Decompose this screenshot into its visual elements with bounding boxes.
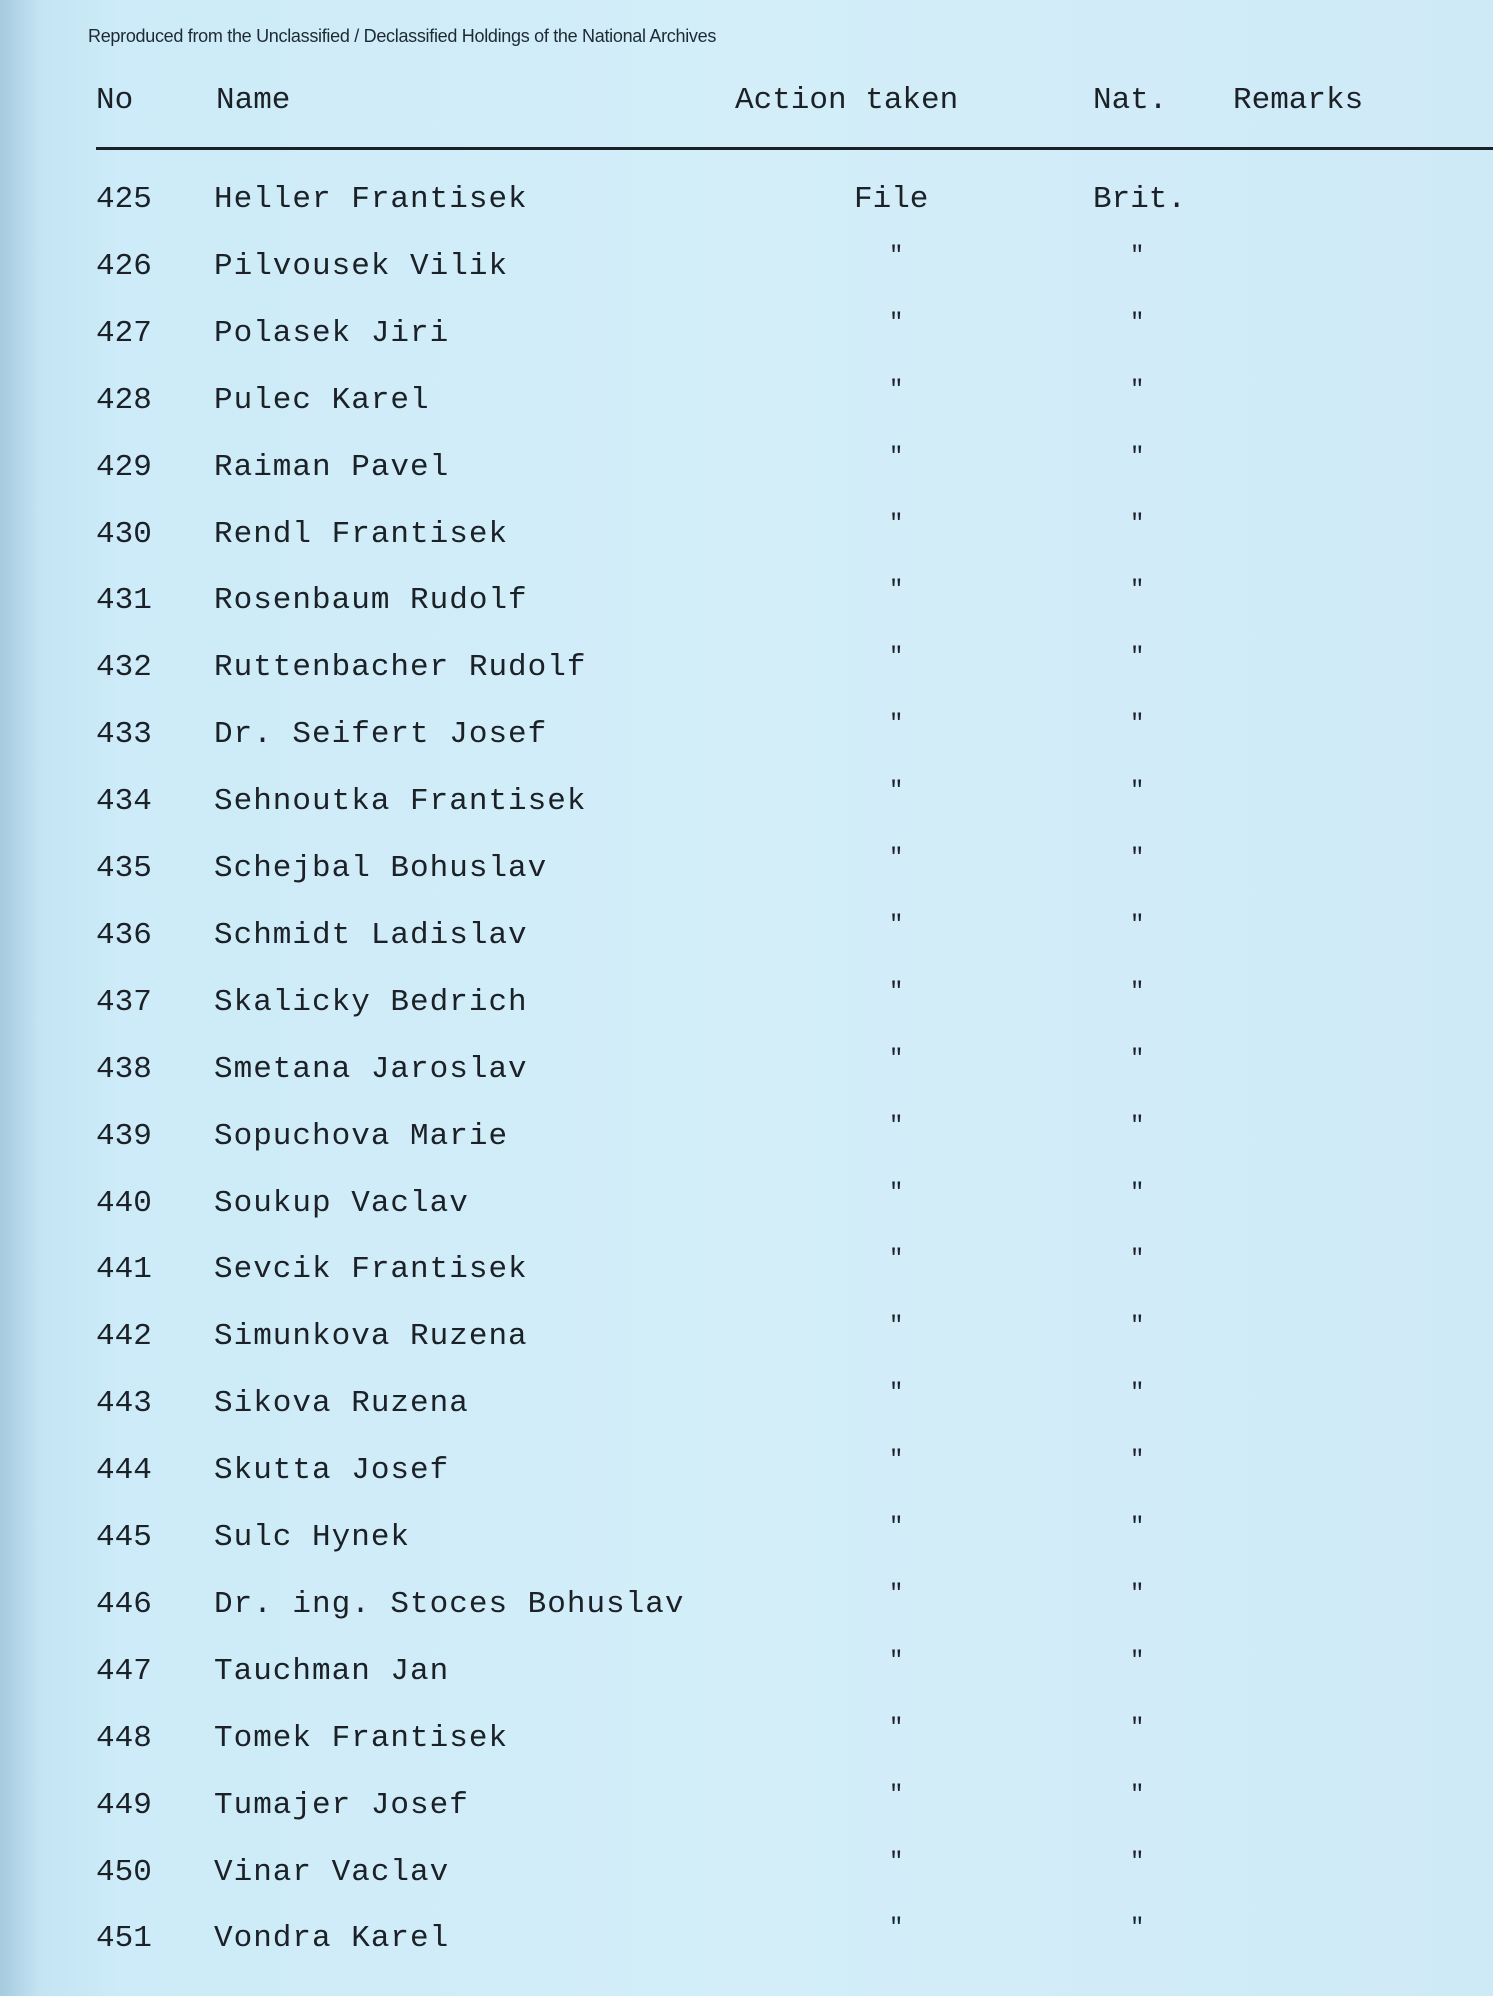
entry-action-taken: ": [889, 644, 904, 672]
list-item: [0, 1447, 1493, 1513]
entry-nationality: ": [1130, 978, 1145, 1006]
entry-nationality: ": [1130, 778, 1145, 806]
entry-nationality: ": [1130, 309, 1145, 337]
entry-action-taken: ": [889, 711, 904, 739]
entry-action-taken: ": [889, 242, 904, 270]
entry-number: 448: [96, 1720, 152, 1756]
list-item: [0, 182, 1493, 242]
entry-action-taken: ": [889, 1246, 904, 1274]
entry-nationality: ": [1130, 242, 1145, 270]
entry-number: 429: [96, 449, 152, 485]
entry-number: 433: [96, 717, 152, 753]
entry-nationality: Brit.: [1093, 182, 1187, 217]
entry-action-taken: ": [889, 1714, 904, 1742]
entry-action-taken: ": [889, 845, 904, 872]
entry-action-taken: ": [889, 1447, 904, 1475]
list-item: [0, 309, 1493, 376]
list-item: [0, 1313, 1493, 1379]
entry-number: 447: [96, 1653, 152, 1689]
entry-number: 440: [96, 1185, 152, 1221]
entry-number: 427: [96, 315, 152, 351]
entry-action-taken: File: [854, 182, 929, 217]
list-item: [0, 1380, 1493, 1446]
entry-nationality: ": [1130, 1179, 1145, 1207]
entry-name: Raiman Pavel: [214, 449, 450, 485]
entry-action-taken: ": [889, 778, 904, 806]
entry-number: 439: [96, 1118, 152, 1154]
list-item: [0, 644, 1493, 710]
entry-nationality: ": [1130, 1246, 1145, 1274]
entry-number: 444: [96, 1453, 152, 1489]
entry-number: 436: [96, 917, 152, 953]
entry-name: Schejbal Bohuslav: [214, 851, 548, 886]
entry-name: Smetana Jaroslav: [214, 1051, 528, 1087]
entry-number: 446: [96, 1586, 152, 1622]
entry-number: 426: [96, 248, 152, 284]
entry-action-taken: ": [889, 309, 904, 337]
entry-number: 434: [96, 784, 152, 820]
list-item: [0, 1714, 1493, 1781]
entry-number: 430: [96, 516, 152, 552]
list-item: [0, 845, 1493, 911]
entry-name: Vondra Karel: [214, 1921, 450, 1957]
header-name: Name: [216, 83, 291, 118]
entry-action-taken: ": [889, 978, 904, 1006]
entry-action-taken: ": [889, 1313, 904, 1341]
entry-name: Soukup Vaclav: [214, 1185, 469, 1221]
list-item: [0, 376, 1493, 443]
entry-action-taken: ": [889, 1915, 904, 1943]
entry-nationality: ": [1130, 510, 1145, 538]
entry-name: Heller Frantisek: [214, 182, 528, 217]
entry-action-taken: ": [889, 1848, 904, 1876]
entry-name: Tomek Frantisek: [214, 1720, 509, 1756]
list-item: [0, 1246, 1493, 1312]
entry-name: Tumajer Josef: [214, 1787, 469, 1823]
entry-number: 437: [96, 984, 152, 1020]
entry-number: 431: [96, 583, 152, 619]
list-item: [0, 1112, 1493, 1179]
entry-action-taken: ": [889, 376, 904, 404]
entry-name: Schmidt Ladislav: [214, 917, 528, 953]
entry-number: 442: [96, 1319, 152, 1355]
entry-name: Dr. ing. Stoces Bohuslav: [214, 1586, 685, 1622]
header-nat: Nat.: [1093, 83, 1168, 118]
entry-nationality: ": [1130, 845, 1145, 872]
entry-number: 425: [96, 182, 152, 217]
list-item: [0, 711, 1493, 777]
entry-nationality: ": [1130, 577, 1145, 605]
entry-name: Sevcik Frantisek: [214, 1252, 528, 1288]
entry-action-taken: ": [889, 510, 904, 538]
list-item: [0, 510, 1493, 577]
entry-number: 428: [96, 382, 152, 418]
list-item: [0, 1781, 1493, 1848]
entry-number: 449: [96, 1787, 152, 1823]
list-item: [0, 1848, 1493, 1915]
entry-number: 432: [96, 650, 152, 686]
header-no: No: [96, 83, 134, 118]
list-item: [0, 242, 1493, 309]
entry-name: Sehnoutka Frantisek: [214, 784, 587, 820]
list-item: [0, 443, 1493, 510]
list-item: [0, 1179, 1493, 1246]
list-item: [0, 1045, 1493, 1112]
entry-action-taken: ": [889, 911, 904, 939]
entry-nationality: ": [1130, 1380, 1145, 1408]
entry-action-taken: ": [889, 1112, 904, 1140]
entry-action-taken: ": [889, 1045, 904, 1073]
entry-number: 435: [96, 851, 152, 886]
list-item: [0, 1915, 1493, 1981]
entry-name: Skutta Josef: [214, 1453, 450, 1489]
entry-number: 450: [96, 1854, 152, 1890]
list-item: [0, 1514, 1493, 1580]
entry-nationality: ": [1130, 1915, 1145, 1943]
entry-nationality: ": [1130, 1514, 1145, 1541]
entry-action-taken: ": [889, 577, 904, 605]
header-remarks: Remarks: [1233, 83, 1364, 118]
entry-name: Polasek Jiri: [214, 315, 450, 351]
entry-number: 443: [96, 1386, 152, 1422]
entry-nationality: ": [1130, 1580, 1145, 1608]
entry-nationality: ": [1130, 376, 1145, 404]
entry-action-taken: ": [889, 1380, 904, 1408]
entry-nationality: ": [1130, 911, 1145, 939]
entry-name: Simunkova Ruzena: [214, 1319, 528, 1355]
list-item: [0, 911, 1493, 978]
entry-name: Pilvousek Vilik: [214, 248, 509, 284]
entry-action-taken: ": [889, 1781, 904, 1809]
entry-nationality: ": [1130, 443, 1145, 471]
entry-nationality: ": [1130, 1714, 1145, 1742]
entry-nationality: ": [1130, 1112, 1145, 1140]
entry-name: Vinar Vaclav: [214, 1854, 450, 1890]
header-action-taken: Action taken: [735, 83, 959, 118]
list-item: [0, 577, 1493, 643]
entry-nationality: ": [1130, 1045, 1145, 1073]
entry-name: Rendl Frantisek: [214, 516, 509, 552]
entry-name: Dr. Seifert Josef: [214, 717, 548, 753]
entry-action-taken: ": [889, 443, 904, 471]
entry-name: Tauchman Jan: [214, 1653, 450, 1689]
entry-action-taken: ": [889, 1647, 904, 1675]
entry-nationality: ": [1130, 711, 1145, 739]
entry-name: Sikova Ruzena: [214, 1386, 469, 1422]
entry-nationality: ": [1130, 1848, 1145, 1876]
entry-number: 451: [96, 1921, 152, 1957]
entry-action-taken: ": [889, 1179, 904, 1207]
archives-stamp: Reproduced from the Unclassified / Declassified Holdings of the National Archives: [88, 26, 717, 46]
list-item: [0, 1580, 1493, 1647]
entry-action-taken: ": [889, 1514, 904, 1541]
entry-action-taken: ": [889, 1580, 904, 1608]
list-item: [0, 778, 1493, 844]
entry-nationality: ": [1130, 1781, 1145, 1809]
entry-name: Sopuchova Marie: [214, 1118, 509, 1154]
entry-nationality: ": [1130, 1647, 1145, 1675]
list-item: [0, 978, 1493, 1045]
entry-nationality: ": [1130, 1313, 1145, 1341]
entry-number: 438: [96, 1051, 152, 1087]
entry-name: Skalicky Bedrich: [214, 984, 528, 1020]
entry-name: Pulec Karel: [214, 382, 430, 418]
entry-nationality: ": [1130, 1447, 1145, 1475]
entry-name: Ruttenbacher Rudolf: [214, 650, 587, 686]
entry-name: Rosenbaum Rudolf: [214, 583, 528, 619]
entry-number: 445: [96, 1520, 152, 1555]
entry-number: 441: [96, 1252, 152, 1288]
entry-nationality: ": [1130, 644, 1145, 672]
list-item: [0, 1647, 1493, 1714]
entry-name: Sulc Hynek: [214, 1520, 411, 1555]
